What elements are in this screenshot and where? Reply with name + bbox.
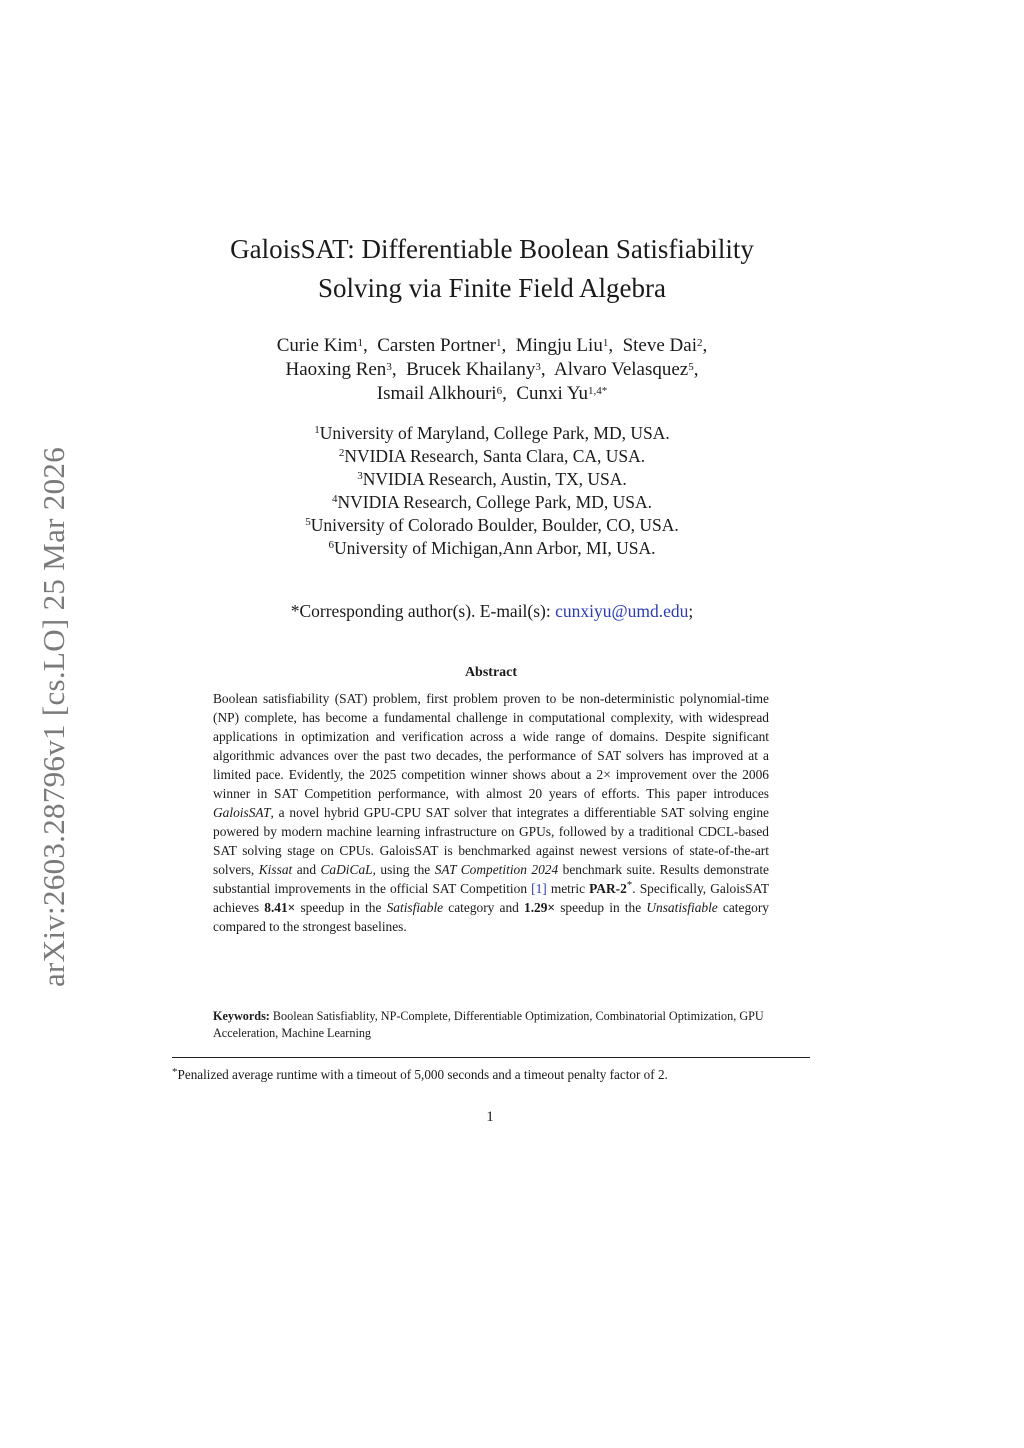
affiliation: $^6$University of Michigan,Ann Arbor, MI, USA. [328,538,656,558]
affiliation: $^1$University of Maryland, College Park, MD, USA. [314,423,670,443]
footnote: *Penalized average runtime with a timeout of 5,000 seconds and a timeout penalty factor of 2. [172,1066,668,1082]
affiliation: $^4$NVIDIA Research, College Park, MD, USA. [332,492,652,512]
author: Mingju Liu [515,335,603,356]
corresponding-author: *Corresponding author(s). E-mail(s): cunxiyu@umd.edu; [290,601,694,621]
author: Brucek Khailany [406,359,536,380]
author: Cunxi Yu [516,383,588,404]
footnote-marker: * [626,879,633,891]
author: Steve Dai [622,335,697,356]
abstract-heading: Abstract [464,665,518,680]
author: Ismail Alkhouri [376,383,497,404]
citation-link[interactable]: [1] [531,881,547,896]
affiliation-list [150,422,834,560]
author-list: Curie Kim$^1$, Carsten Portner$^1$, Mingju Liu$^1$, Steve Dai$^2$, Haoxing Ren$^3$, Brucek Khailany$^3$, Alvaro Velasquez$^5$, Ismail Alkhouri$^6$, Cunxi $Yu^{1,4*}$ [276,335,708,404]
keywords: Keywords: Boolean Satisfiablity, NP-Complete, Differentiable Optimization, Combinatorial Optimization, GPU Acceleration, Machine Learning [213,1009,764,1040]
affiliation: $^2$NVIDIA Research, Santa Clara, CA, USA. [338,446,646,466]
author: Alvaro Velasquez [554,359,689,380]
email-link[interactable]: cunxiyu@umd.edu [555,601,689,621]
author: Carsten Portner [377,335,496,356]
affiliation: $^3$NVIDIA Research, Austin, TX, USA. [357,469,627,489]
author: Curie Kim [276,335,358,356]
abstract-body: Boolean satisfiability (SAT) problem, first problem proven to be non-deterministic polynomial-time (NP) complete, has become a fundamental challenge in computational complexity, with widespread applications in optimization and verification across a wide range of domains. Despite significant algorithmic advances over the past two decades, the performance of SAT solvers has improved at a limited pace. Evidently, the 2025 competition winner shows about a 2× improvement over the 2006 winner in SAT Competition performance, with almost 20 years of efforts. This paper introduces GaloisSAT, a novel hybrid GPU-CPU SAT solver that integrates a differentiable SAT solving engine powered by modern machine learning infrastructure on GPUs, followed by a traditional CDCL-based SAT solving stage on CPUs. GaloisSAT is benchmarked against newest versions of state-of-the-art solvers, Kissat and CaDiCaL, using the SAT Competition 2024 benchmark suite. Results demonstrate substantial improvements in the official SAT Competition [1] metric PAR-2*. Specifically, GaloisSAT achieves 8.41× speedup in the Satisfiable category and 1.29× speedup in the Unsatisfiable category compared to the strongest baselines. [213,691,769,934]
author: Haoxing Ren [285,359,387,380]
affiliation: $^5$University of Colorado Boulder, Boulder, CO, USA. [305,515,679,535]
page-number: 1 [486,1109,494,1125]
footnote-rule [172,1057,810,1058]
arxiv-identifier: arXiv:2603.28796v1 [cs.LO] 25 Mar 2026 [36,446,71,988]
paper-title: GaloisSAT: Differentiable Boolean Satisfiability Solving via Finite Field Algebra [230,234,754,303]
